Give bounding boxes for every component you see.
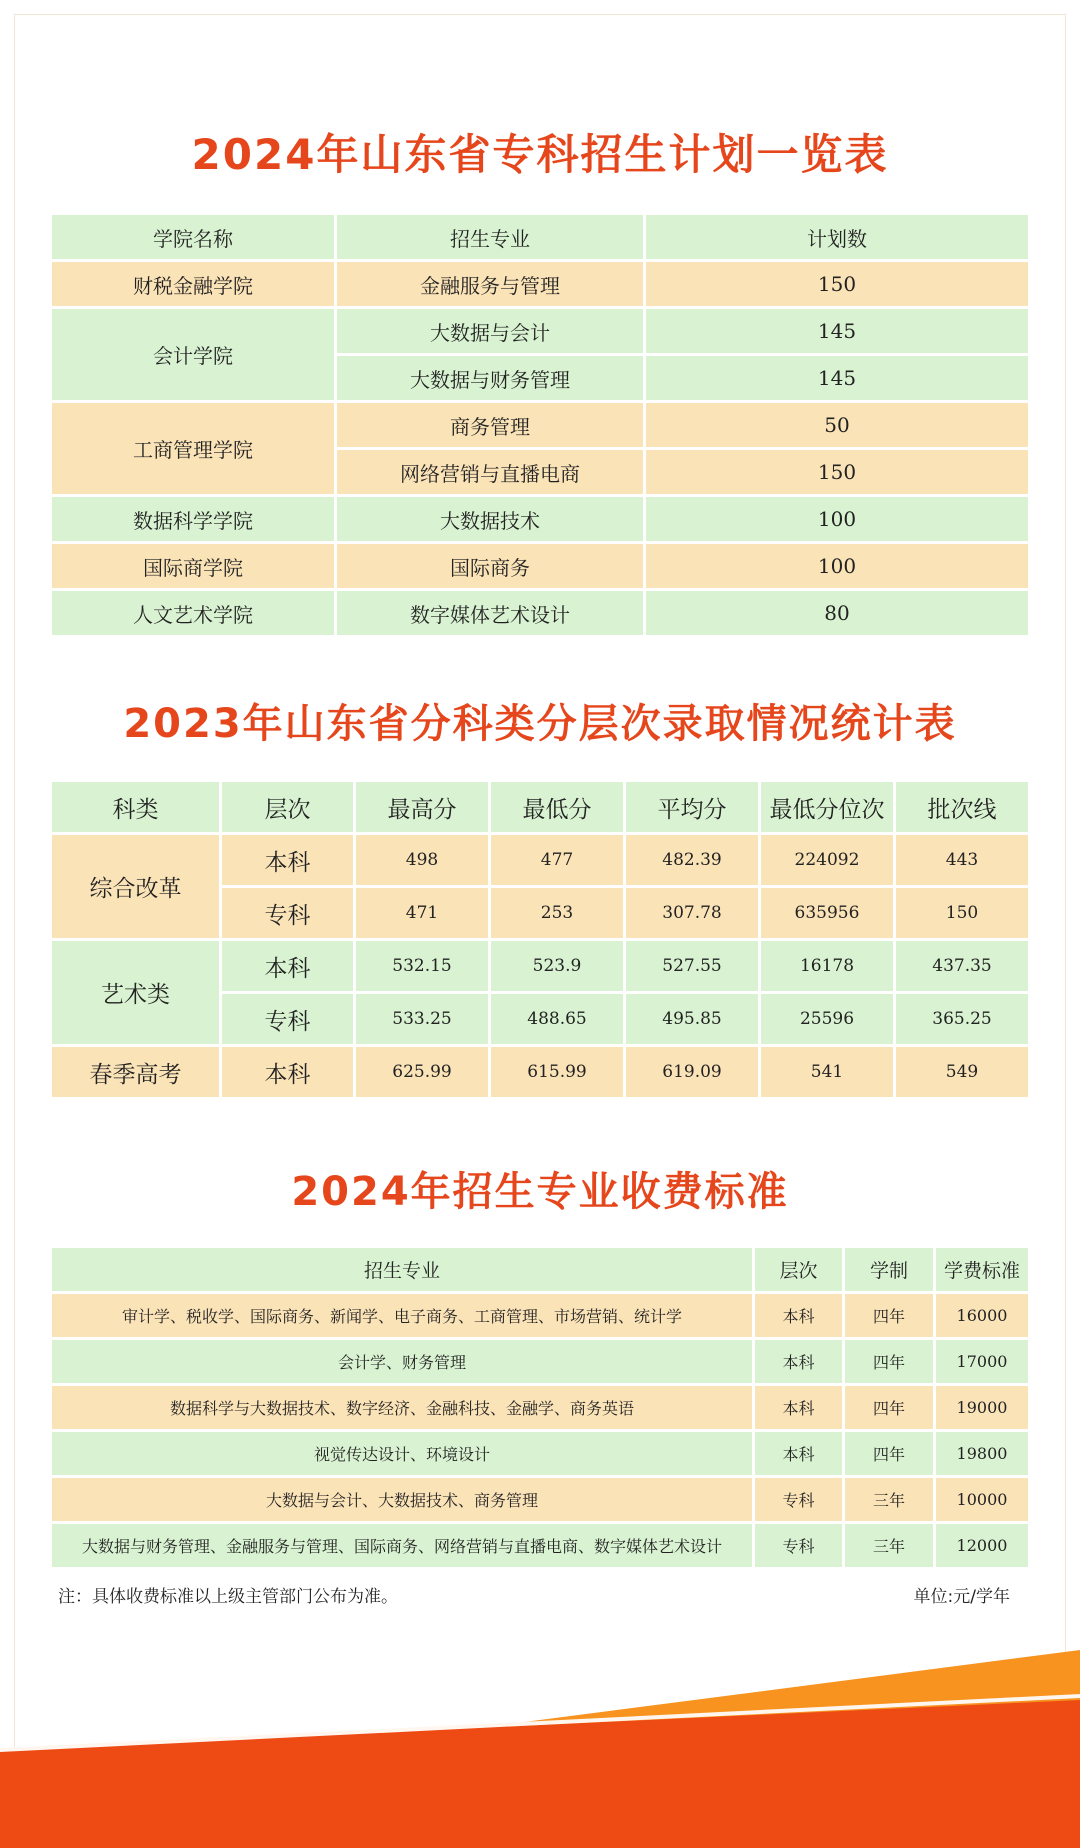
footer-decoration xyxy=(0,1640,1080,1848)
duration-cell: 四年 xyxy=(845,1294,933,1337)
min-score-cell: 488.65 xyxy=(491,994,623,1044)
min-score-cell: 253 xyxy=(491,888,623,938)
majors-cell: 会计学、财务管理 xyxy=(52,1340,752,1383)
level-cell: 专科 xyxy=(222,994,353,1044)
header-batch-line: 批次线 xyxy=(896,782,1028,832)
table-header-row xyxy=(52,1248,1028,1291)
major-cell: 大数据与会计 xyxy=(337,309,643,353)
table-row xyxy=(52,1340,1028,1383)
batch-line-cell: 549 xyxy=(896,1047,1028,1097)
tuition-cell: 12000 xyxy=(936,1524,1028,1567)
college-cell: 会计学院 xyxy=(52,309,334,400)
table-row xyxy=(52,1432,1028,1475)
count-cell: 100 xyxy=(646,544,1028,588)
major-cell: 网络营销与直播电商 xyxy=(337,450,643,494)
plan-2024-table xyxy=(49,212,1031,638)
table-row xyxy=(52,1047,1028,1097)
min-rank-cell: 25596 xyxy=(761,994,893,1044)
avg-score-cell: 307.78 xyxy=(626,888,758,938)
header-major: 招生专业 xyxy=(337,215,643,259)
major-cell: 大数据技术 xyxy=(337,497,643,541)
count-cell: 80 xyxy=(646,591,1028,635)
max-score-cell: 471 xyxy=(356,888,488,938)
plan-2024-title: 2024年山东省专科招生计划一览表 xyxy=(191,130,889,179)
majors-cell: 审计学、税收学、国际商务、新闻学、电子商务、工商管理、市场营销、统计学 xyxy=(52,1294,752,1337)
max-score-cell: 625.99 xyxy=(356,1047,488,1097)
duration-cell: 三年 xyxy=(845,1478,933,1521)
tuition-cell: 10000 xyxy=(936,1478,1028,1521)
table-row xyxy=(52,591,1028,635)
count-cell: 150 xyxy=(646,450,1028,494)
min-rank-cell: 16178 xyxy=(761,941,893,991)
level-cell: 本科 xyxy=(222,1047,353,1097)
avg-score-cell: 527.55 xyxy=(626,941,758,991)
major-cell: 大数据与财务管理 xyxy=(337,356,643,400)
college-cell: 工商管理学院 xyxy=(52,403,334,494)
admission-2023-title: 2023年山东省分科类分层次录取情况统计表 xyxy=(123,701,957,747)
table-row xyxy=(52,262,1028,306)
majors-cell: 大数据与财务管理、金融服务与管理、国际商务、网络营销与直播电商、数字媒体艺术设计 xyxy=(52,1524,752,1567)
duration-cell: 四年 xyxy=(845,1386,933,1429)
table-row xyxy=(52,1478,1028,1521)
max-score-cell: 498 xyxy=(356,835,488,885)
major-cell: 数字媒体艺术设计 xyxy=(337,591,643,635)
level-cell: 本科 xyxy=(755,1294,842,1337)
header-plan-count: 计划数 xyxy=(646,215,1028,259)
table-header-row xyxy=(52,782,1028,832)
unit-note: 单位:元/学年 xyxy=(913,1587,1010,1607)
header-major: 招生专业 xyxy=(52,1248,752,1291)
batch-line-cell: 150 xyxy=(896,888,1028,938)
avg-score-cell: 495.85 xyxy=(626,994,758,1044)
count-cell: 145 xyxy=(646,356,1028,400)
header-tuition: 学费标准 xyxy=(936,1248,1028,1291)
level-cell: 专科 xyxy=(755,1524,842,1567)
max-score-cell: 533.25 xyxy=(356,994,488,1044)
count-cell: 50 xyxy=(646,403,1028,447)
major-cell: 商务管理 xyxy=(337,403,643,447)
header-avg-score: 平均分 xyxy=(626,782,758,832)
header-level: 层次 xyxy=(755,1248,842,1291)
college-cell: 国际商学院 xyxy=(52,544,334,588)
level-cell: 专科 xyxy=(755,1478,842,1521)
min-score-cell: 615.99 xyxy=(491,1047,623,1097)
major-cell: 国际商务 xyxy=(337,544,643,588)
table-row xyxy=(52,941,1028,991)
admission-2023-table xyxy=(49,779,1031,1100)
major-cell: 金融服务与管理 xyxy=(337,262,643,306)
header-category: 科类 xyxy=(52,782,219,832)
table-row xyxy=(52,403,1028,447)
level-cell: 本科 xyxy=(222,941,353,991)
batch-line-cell: 437.35 xyxy=(896,941,1028,991)
table-row xyxy=(52,497,1028,541)
college-cell: 数据科学学院 xyxy=(52,497,334,541)
header-min-rank: 最低分位次 xyxy=(761,782,893,832)
table-row xyxy=(52,309,1028,353)
batch-line-cell: 365.25 xyxy=(896,994,1028,1044)
count-cell: 145 xyxy=(646,309,1028,353)
table-row xyxy=(52,544,1028,588)
header-duration: 学制 xyxy=(845,1248,933,1291)
category-cell: 艺术类 xyxy=(52,941,219,1044)
table-row xyxy=(52,1524,1028,1567)
table-row xyxy=(52,1386,1028,1429)
avg-score-cell: 482.39 xyxy=(626,835,758,885)
duration-cell: 四年 xyxy=(845,1432,933,1475)
count-cell: 100 xyxy=(646,497,1028,541)
level-cell: 本科 xyxy=(755,1386,842,1429)
fee-note: 注：具体收费标准以上级主管部门公布为准。 xyxy=(58,1587,398,1607)
min-score-cell: 477 xyxy=(491,835,623,885)
tuition-cell: 17000 xyxy=(936,1340,1028,1383)
table-header-row xyxy=(52,215,1028,259)
level-cell: 本科 xyxy=(755,1432,842,1475)
tuition-cell: 19800 xyxy=(936,1432,1028,1475)
duration-cell: 三年 xyxy=(845,1524,933,1567)
max-score-cell: 532.15 xyxy=(356,941,488,991)
header-min-score: 最低分 xyxy=(491,782,623,832)
min-score-cell: 523.9 xyxy=(491,941,623,991)
fees-2024-title: 2024年招生专业收费标准 xyxy=(291,1169,789,1215)
majors-cell: 大数据与会计、大数据技术、商务管理 xyxy=(52,1478,752,1521)
majors-cell: 数据科学与大数据技术、数字经济、金融科技、金融学、商务英语 xyxy=(52,1386,752,1429)
category-cell: 春季高考 xyxy=(52,1047,219,1097)
header-level: 层次 xyxy=(222,782,353,832)
majors-cell: 视觉传达设计、环境设计 xyxy=(52,1432,752,1475)
tuition-cell: 19000 xyxy=(936,1386,1028,1429)
header-max-score: 最高分 xyxy=(356,782,488,832)
batch-line-cell: 443 xyxy=(896,835,1028,885)
count-cell: 150 xyxy=(646,262,1028,306)
min-rank-cell: 635956 xyxy=(761,888,893,938)
college-cell: 人文艺术学院 xyxy=(52,591,334,635)
min-rank-cell: 224092 xyxy=(761,835,893,885)
level-cell: 本科 xyxy=(755,1340,842,1383)
min-rank-cell: 541 xyxy=(761,1047,893,1097)
category-cell: 综合改革 xyxy=(52,835,219,938)
avg-score-cell: 619.09 xyxy=(626,1047,758,1097)
level-cell: 专科 xyxy=(222,888,353,938)
table-row xyxy=(52,835,1028,885)
header-college: 学院名称 xyxy=(52,215,334,259)
fees-2024-table xyxy=(49,1245,1031,1570)
level-cell: 本科 xyxy=(222,835,353,885)
college-cell: 财税金融学院 xyxy=(52,262,334,306)
tuition-cell: 16000 xyxy=(936,1294,1028,1337)
table-row xyxy=(52,1294,1028,1337)
duration-cell: 四年 xyxy=(845,1340,933,1383)
